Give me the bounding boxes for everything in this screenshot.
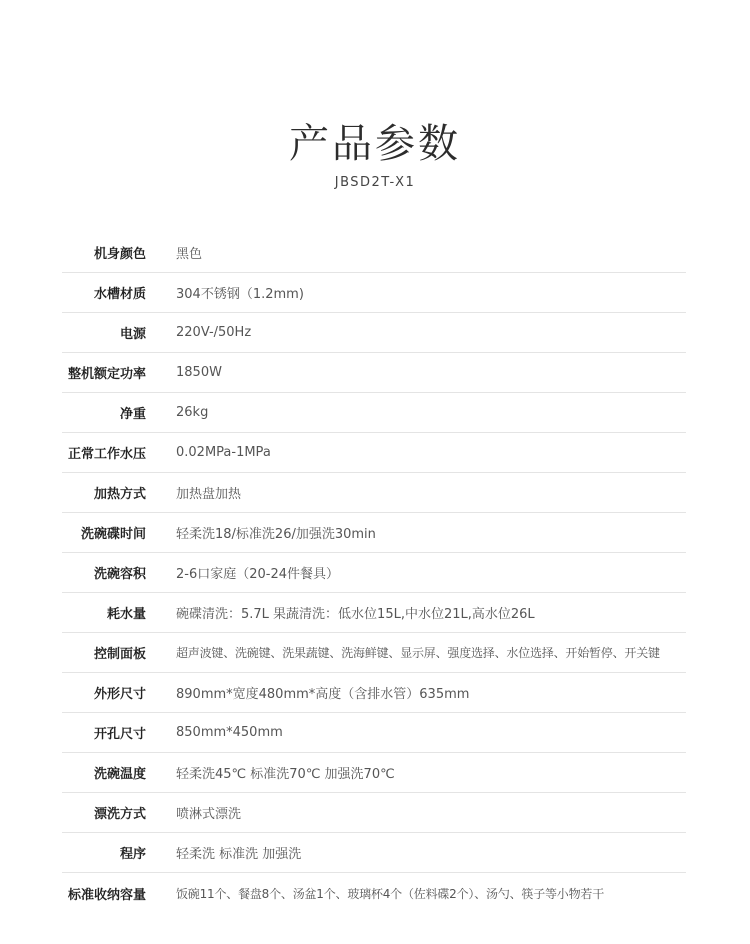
spec-label: 控制面板 (93, 647, 146, 662)
spec-row-wash-temperature (62, 753, 686, 793)
spec-value: 轻柔洗 标准洗 加强洗 (176, 847, 302, 862)
spec-label: 洗碗温度 (93, 767, 146, 782)
spec-label: 程序 (119, 847, 146, 862)
spec-value: 超声波键、洗碗键、洗果蔬键、洗海鲜键、显示屏、强度选择、水位选择、开始暂停、开关键 (176, 646, 660, 660)
spec-row-dimensions (62, 673, 686, 713)
spec-label: 洗碗容积 (93, 567, 146, 582)
spec-value: 1850W (176, 365, 222, 380)
spec-value: 黑色 (176, 247, 203, 262)
spec-row-programs (62, 833, 686, 873)
spec-label: 正常工作水压 (67, 447, 146, 462)
spec-value: 304不锈钢（1.2mm) (176, 287, 304, 302)
spec-value: 2-6口家庭（20-24件餐具） (176, 567, 340, 582)
spec-label: 电源 (119, 327, 146, 342)
spec-label: 外形尺寸 (93, 687, 146, 702)
page-title: 产品参数 (289, 121, 461, 167)
spec-label: 整机额定功率 (67, 367, 146, 382)
spec-row-power-supply (62, 313, 686, 353)
spec-row-body-color (62, 233, 686, 273)
spec-value: 加热盘加热 (176, 487, 242, 502)
spec-table (62, 233, 686, 913)
spec-row-water-pressure (62, 433, 686, 473)
spec-row-net-weight (62, 393, 686, 433)
spec-row-rinse-method (62, 793, 686, 833)
spec-value: 26kg (176, 405, 209, 420)
spec-label: 洗碗碟时间 (80, 527, 146, 542)
spec-value: 220V-/50Hz (176, 325, 252, 340)
spec-label: 加热方式 (93, 487, 146, 502)
spec-row-sink-material (62, 273, 686, 313)
spec-value: 轻柔洗18/标准洗26/加强洗30min (176, 527, 376, 542)
spec-value: 轻柔洗45℃ 标准洗70℃ 加强洗70℃ (176, 767, 395, 782)
spec-row-cutout-size (62, 713, 686, 753)
spec-header (0, 118, 750, 192)
spec-value: 890mm*宽度480mm*高度（含排水管）635mm (176, 687, 470, 702)
spec-value: 0.02MPa-1MPa (176, 445, 271, 460)
spec-row-capacity (62, 553, 686, 593)
spec-row-water-consumption (62, 593, 686, 633)
spec-label: 耗水量 (106, 607, 146, 622)
model-number: JBSD2T-X1 (334, 175, 416, 190)
spec-label: 标准收纳容量 (67, 887, 146, 903)
spec-value: 喷淋式漂洗 (176, 807, 242, 822)
spec-label: 机身颜色 (93, 247, 146, 262)
spec-row-storage-capacity (62, 873, 686, 913)
spec-label: 漂洗方式 (93, 807, 146, 822)
spec-value: 碗碟清洗：5.7L 果蔬清洗：低水位15L,中水位21L,高水位26L (176, 607, 535, 622)
spec-row-rated-power (62, 353, 686, 393)
spec-value: 850mm*450mm (176, 725, 283, 740)
spec-label: 开孔尺寸 (93, 727, 146, 742)
spec-row-wash-time (62, 513, 686, 553)
spec-row-heating-method (62, 473, 686, 513)
spec-row-control-panel (62, 633, 686, 673)
spec-value: 饭碗11个、餐盘8个、汤盆1个、玻璃杯4个（佐料碟2个）、汤勺、筷子等小物若干 (176, 886, 605, 901)
spec-label: 净重 (119, 407, 146, 422)
spec-label: 水槽材质 (93, 287, 146, 302)
